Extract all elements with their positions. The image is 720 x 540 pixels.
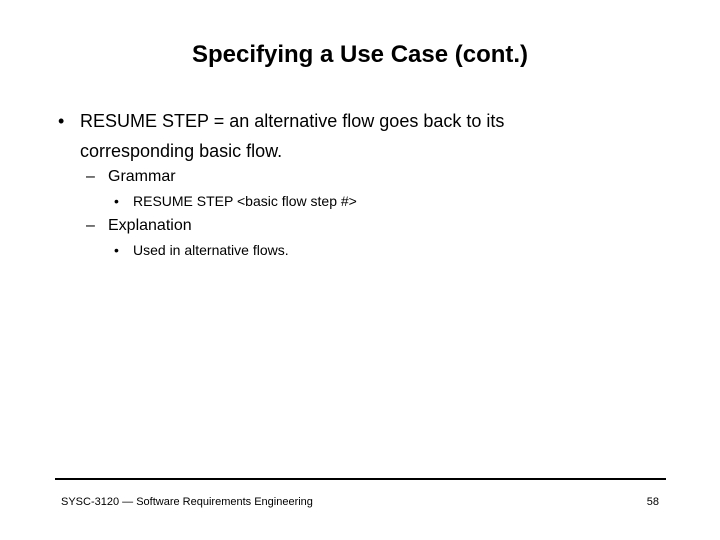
slide-title: Specifying a Use Case (cont.) <box>191 41 529 68</box>
sub-item-explanation-label: Explanation <box>108 217 192 234</box>
main-bullet-item <box>58 106 618 166</box>
bullet-icon: • <box>114 193 119 209</box>
grammar-detail-text: RESUME STEP <basic flow step #> <box>133 193 357 209</box>
grammar-detail-item <box>114 191 594 211</box>
dash-icon: – <box>86 217 95 234</box>
dash-icon: – <box>86 168 95 185</box>
main-bullet-text: RESUME STEP = an alternative flow goes back to its corresponding basic flow. <box>80 111 505 161</box>
bullet-icon: • <box>114 242 119 258</box>
bullet-icon: • <box>58 111 65 131</box>
footer-divider <box>55 478 666 480</box>
footer-page-number: 58 <box>646 496 659 508</box>
sub-item-grammar <box>86 166 606 188</box>
explanation-detail-item <box>114 240 594 260</box>
explanation-detail-text: Used in alternative flows. <box>133 242 289 258</box>
footer-course-title: SYSC-3120 — Software Requirements Engineering <box>61 496 313 508</box>
sub-item-grammar-label: Grammar <box>108 168 176 185</box>
sub-item-explanation <box>86 215 606 237</box>
